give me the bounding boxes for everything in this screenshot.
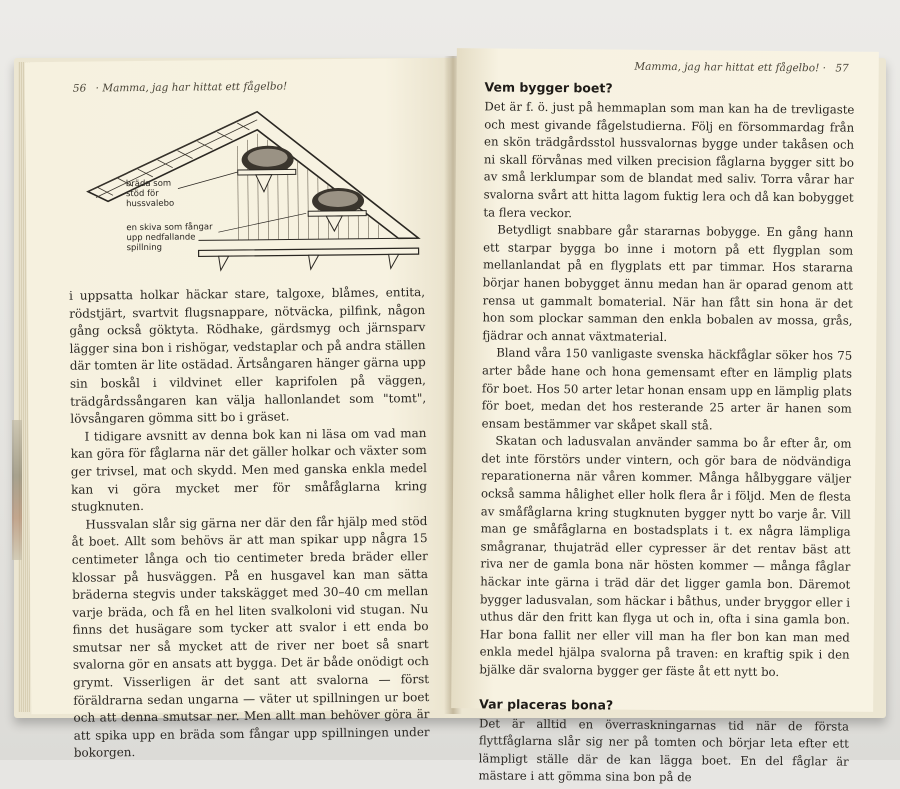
right-paragraph: Skatan och ladusvalan använder samma bo år efter år, om det inte förstörs under vintern, och gör bara de nödvändiga reparationerna när våren kommer. Många hålbyggare väljer också samma hålighet eller holk flera år i följd. Men de flesta av småfåglarna kring stugknuten bygger nytt bo varje år. Vill man ge småfåglarna en bostadsplats i t. ex några lämpliga smågranar, thujaträd eller cypresser är det rentav bäst att riva ner de gamla bona när hösten kommer — många fåglar häckar inte gärna i träd där det ligger gamla bon. Däremot bygger ladusvalan, som häckar i båthus, under bryggor eller i uthus där den fritt kan flyga ut och in, ofta i sina gamla bon. Har bona fallit ner eller vill man ha fler bon kan man med enkla medel hjälpa svalorna på traven: en kraftig spik i den bjälke där svalorna bygger ger fäste åt ett nytt bo. — [479, 433, 851, 683]
right-paragraph: Det är alltid en överraskningarnas tid när de första flyttfåglarna slår sig ner på tomten och börjar leta efter ett lämpligt ställe där de kan lägga boet. En del fåglar är mästare i att gömma sina bon på de — [478, 715, 849, 789]
left-running-head: 56 · Mamma, jag har hittat ett fågelbo! — [67, 72, 423, 102]
left-page — [25, 58, 456, 714]
right-running-title: Mamma, jag har hittat ett fågelbo! — [634, 61, 819, 75]
right-body-text — [478, 78, 854, 788]
roof-illustration — [67, 98, 419, 282]
caption-board: bräda som stöd för hussvalebo — [126, 179, 174, 210]
section-heading: Var placeras bona? — [479, 695, 849, 716]
right-running-head: Mamma, jag har hittat ett fågelbo! · 57 — [485, 52, 855, 81]
left-body-text — [69, 284, 430, 763]
open-book — [14, 50, 886, 718]
left-running-title: Mamma, jag har hittat ett fågelbo! — [102, 80, 287, 94]
left-paragraph: i uppsatta holkar häckar stare, talgoxe, blåmes, entita, rödstjärt, svartvit flugsnappare, nötväcka, pilfink, någon gång också göktyta. Rödhake, gärdsmyg och järnsparv lägger sina bon i rishögar, vedstaplar och på andra ställen där tomten är lite ostädad. Ärtsångaren hänger gärna upp sin boskål i vildvinet eller kaprifolen på väggen, trädgårdssångaren kan välja hallonlandet som "tomt", lövsångaren gömma sitt bo i gräset. — [69, 284, 426, 428]
background-object — [12, 420, 22, 560]
section-heading: Vem bygger boet? — [484, 78, 854, 99]
left-paragraph: I tidigare avsnitt av denna bok kan ni läsa om vad man kan göra för fåglarna när det gäller holkar och växter som ger trivsel, mat och skydd. Men med ganska enkla medel kan vi göra mycket mer för småfåglarna kring stugknuten. — [70, 425, 427, 517]
roof-drawing — [67, 98, 419, 282]
right-paragraph: Det är f. ö. just på hemmaplan som man kan ha de trevligaste och mest givande fågelstudierna. Följ en försommardag från en skön trädgårdsstol hussvalornas bygge under takåsen och ni skall förvånas med vilken precision fåglarna bygger sitt bo av små lerklumpar som de blandat med saliv. Torra vårar har svalorna svårt att hitta lagom fuktig lera och då kan bobygget ta flera veckor. — [483, 98, 854, 224]
right-paragraph: Bland våra 150 vanligaste svenska häckfåglar söker hos 75 arter både hane och hona gemensamt efter en lämplig plats för boet. Hos 50 arter letar honan ensam upp en lämplig plats för boet, medan det hos resterande 25 arter är hanen som ensam bestämmer var skåpet skall stå. — [482, 345, 853, 436]
left-paragraph: Hussvalan slår sig gärna ner där den får hjälp med stöd åt boet. Allt som behövs är att man spikar upp några 15 centimeter långa och tio centimeter breda bräder eller klossar på husväggen. På en husgavel kan man sätta bräderna stegvis under takskägget med 30–40 cm mellan varje bräda, och få en hel liten svalkoloni vid stugan. Nu finns det husägare som tycker att svalor i ett enda bo smutsar ner så mycket att de river ner boet så snart svalorna gör en ansats att bygga. Det är både onödigt och grymt. Visserligen är det sant att svalorna — först föräldrarna sedan ungarna — väter ut spillningen ur boet och att denna smutsar ner. Men allt man behöver göra är att spika upp en bräda som fångar upp spillningen under bokorgen. — [71, 513, 430, 763]
right-page-number: 57 — [835, 62, 848, 74]
caption-shelf: en skiva som fångar upp nedfallande spillning — [126, 222, 213, 253]
right-paragraph: Betydligt snabbare går stararnas bobygge. En gång hann ett starpar bygga bo inne i motorn på ett flygplan som mellanlandat på en flygplats ett par timmar. Hos stararna börjar hanen bobygget ännu medan han är oparad genom att rensa ut gammalt bomaterial. När han fått sin hona är det hon som plockar samman den enkla bobalen av mossa, grås, fjädrar och annat växtmaterial. — [482, 222, 853, 348]
right-page — [451, 48, 879, 712]
left-page-number: 56 — [73, 83, 86, 95]
